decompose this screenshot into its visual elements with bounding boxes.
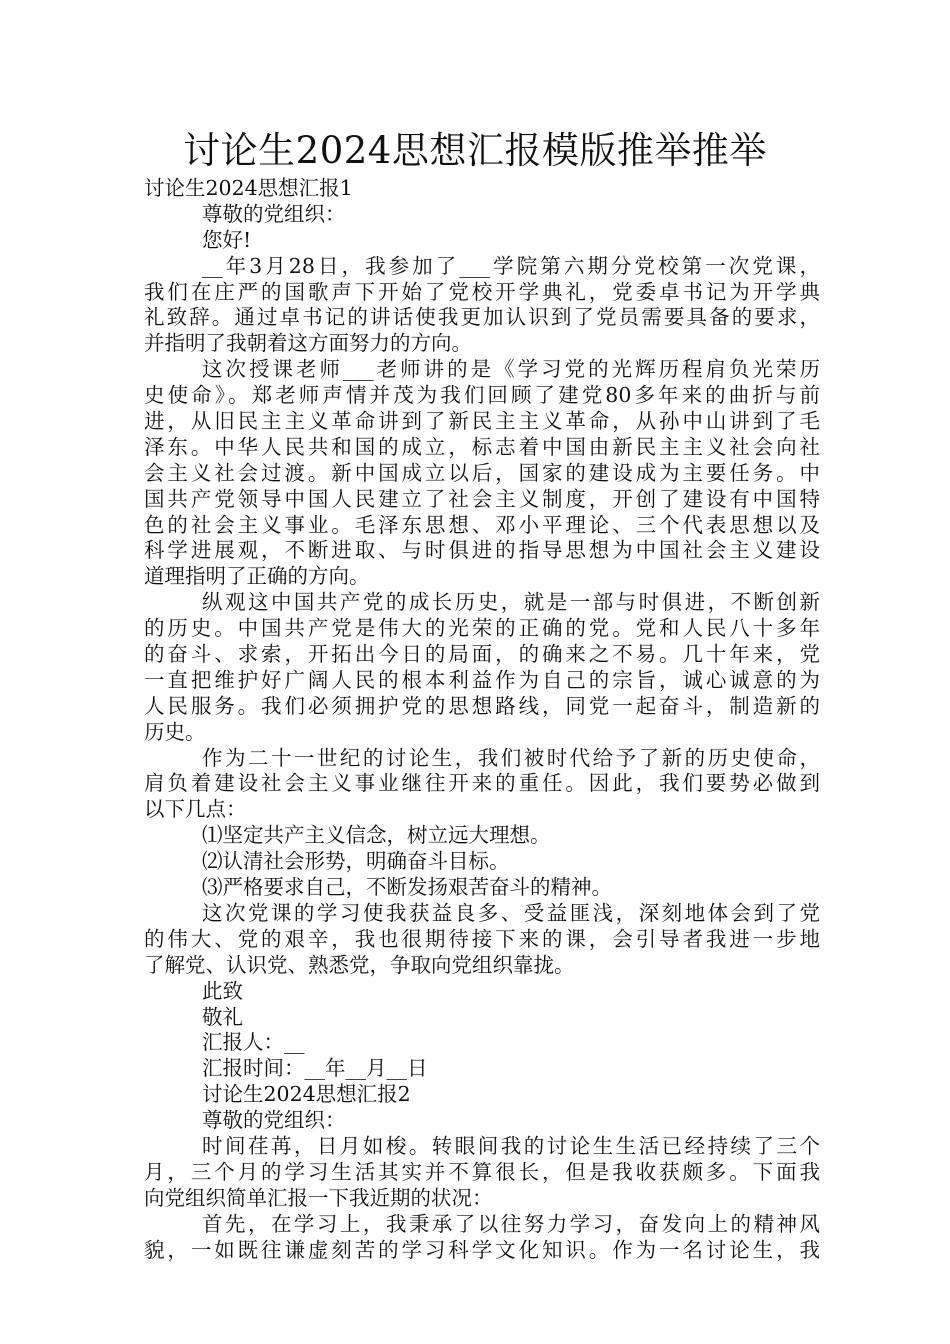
paragraph-line: 了解党、认识党、熟悉党，争取向党组织靠拢。 — [144, 952, 575, 977]
salutation: 尊敬的党组织： — [202, 201, 346, 226]
paragraph-line: 肩负着建设社会主义事业继往开来的重任。因此，我们要势必做到 — [144, 771, 820, 796]
paragraph-line: 礼致辞。通过卓书记的讲话使我更加认识到了党员需要具备的要求， — [144, 305, 820, 330]
paragraph-line: 这次授课老师___老师讲的是《学习党的光辉历程肩负光荣历 — [202, 357, 820, 382]
paragraph-line: 泽东。中华人民共和国的成立，标志着中国由新民主主义社会向社 — [144, 434, 820, 459]
paragraph-line: 历史。 — [144, 719, 206, 744]
paragraph-line: 并指明了我朝着这方面努力的方向。 — [144, 331, 472, 356]
paragraph-line: 国共产党领导中国人民建立了社会主义制度，开创了建设有中国特 — [144, 486, 820, 511]
paragraph-line: 以下几点： — [144, 797, 247, 822]
paragraph-line: 月，三个月的学习生活其实并不算很长，但是我收获颇多。下面我 — [144, 1159, 820, 1184]
paragraph-line: 进，从旧民主主义革命讲到了新民主主义革命，从孙中山讲到了毛 — [144, 409, 820, 434]
paragraph-line: 纵观这中国共产党的成长历史，就是一部与时俱进，不断创新 — [202, 590, 820, 615]
paragraph-line: 一直把维护好广阔人民的根本利益作为自己的宗旨，诚心诚意的为 — [144, 667, 820, 692]
paragraph-line: __年3月28日，我参加了___学院第六期分党校第一次党课， — [202, 253, 820, 278]
list-item: ⑴坚定共产主义信念，树立远大理想。 — [202, 823, 551, 848]
paragraph-line: 我们在庄严的国歌声下开始了党校开学典礼，党委卓书记为开学典 — [144, 279, 820, 304]
paragraph-line: 科学进展观，不断进取、与时俱进的指导思想为中国社会主义建设 — [144, 538, 820, 563]
paragraph-line: 会主义社会过渡。新中国成立以后，国家的建设成为主要任务。中 — [144, 460, 820, 485]
section-heading-1: 讨论生2024思想汇报1 — [144, 176, 353, 200]
paragraph-line: 的奋斗、求索，开拓出今日的局面，的确来之不易。几十年来，党 — [144, 642, 820, 667]
closing-line: 此致 — [202, 978, 243, 1003]
paragraph-line: 史使命》。郑老师声情并茂为我们回顾了建党80多年来的曲折与前 — [144, 383, 820, 408]
document-title: 讨论生2024思想汇报模版推举推举 — [183, 129, 767, 172]
document-body — [144, 176, 820, 1263]
paragraph-line: 这次党课的学习使我获益良多、受益匪浅，深刻地体会到了党 — [202, 900, 820, 925]
paragraph-line: 首先，在学习上，我秉承了以往努力学习，奋发向上的精神风 — [202, 1211, 820, 1236]
section-heading-2: 讨论生2024思想汇报2 — [202, 1082, 411, 1107]
closing-line: 敬礼 — [202, 1004, 243, 1029]
paragraph-line: 貌，一如既往谦虚刻苦的学习科学文化知识。作为一名讨论生，我 — [144, 1237, 820, 1262]
salutation: 尊敬的党组织： — [202, 1108, 346, 1133]
paragraph-line: 向党组织简单汇报一下我近期的状况： — [144, 1185, 493, 1210]
paragraph-line: 道理指明了正确的方向。 — [144, 564, 370, 589]
paragraph-line: 色的社会主义事业。毛泽东思想、邓小平理论、三个代表思想以及 — [144, 512, 820, 537]
greeting: 您好! — [202, 227, 252, 252]
list-item: ⑶严格要求自己，不断发扬艰苦奋斗的精神。 — [202, 875, 612, 900]
reporter-line: 汇报人：__ — [202, 1030, 305, 1055]
paragraph-line: 的历史。中国共产党是伟大的光荣的正确的党。党和人民八十多年 — [144, 616, 820, 641]
paragraph-line: 人民服务。我们必须拥护党的思想路线，同党一起奋斗，制造新的 — [144, 693, 820, 718]
paragraph-line: 时间荏苒，日月如梭。转眼间我的讨论生生活已经持续了三个 — [202, 1133, 820, 1158]
list-item: ⑵认清社会形势，明确奋斗目标。 — [202, 849, 510, 874]
paragraph-line: 作为二十一世纪的讨论生，我们被时代给予了新的历史使命， — [202, 745, 820, 770]
report-date-line: 汇报时间：__年__月__日 — [202, 1056, 428, 1081]
paragraph-line: 的伟大、党的艰辛，我也很期待接下来的课，会引导者我进一步地 — [144, 926, 820, 951]
